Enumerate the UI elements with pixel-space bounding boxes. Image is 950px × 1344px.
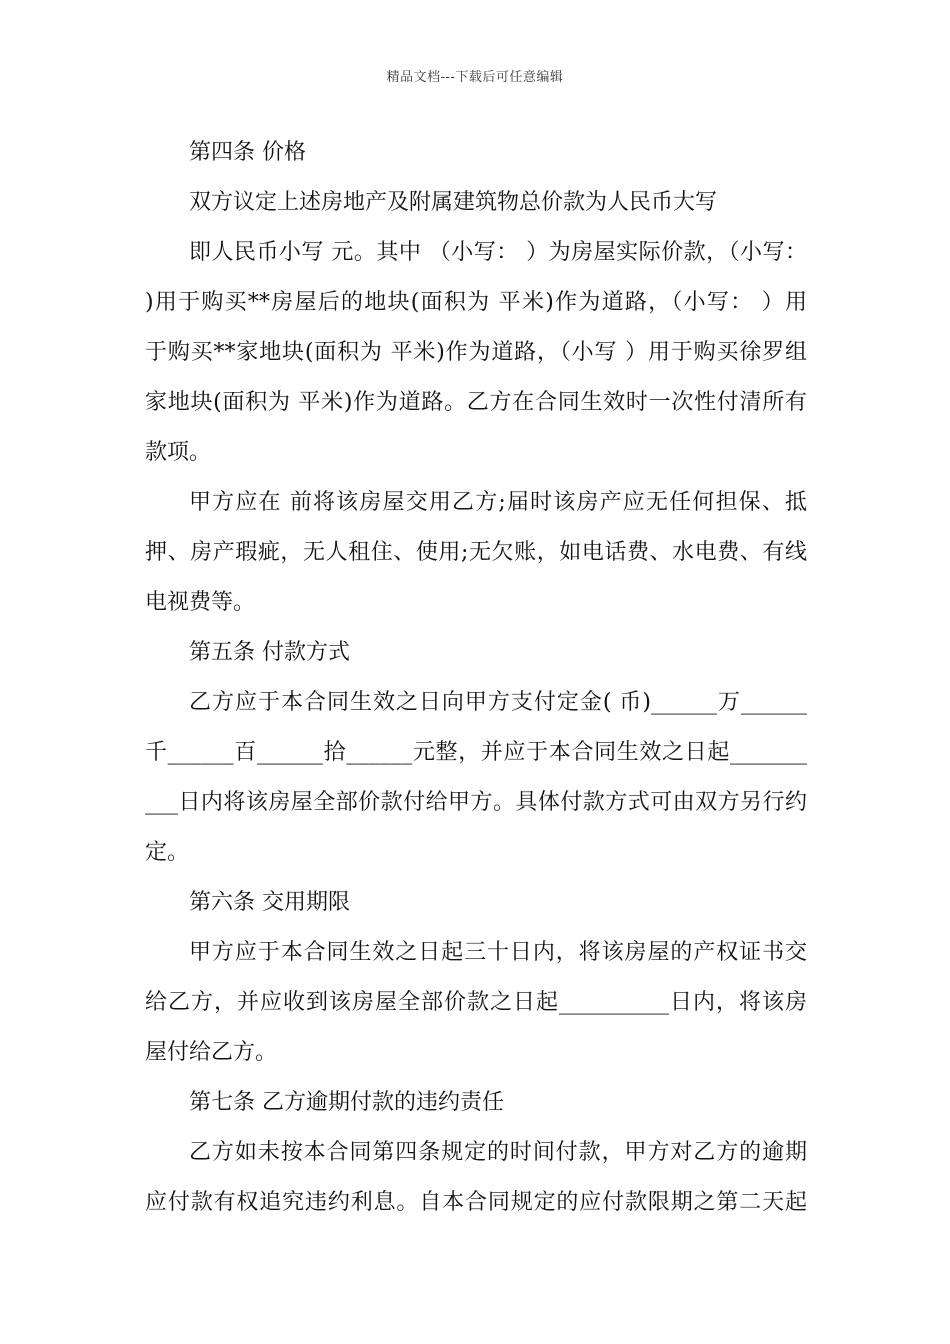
paragraph-line: 家地块(面积为 平米)作为道路。乙方在合同生效时一次性付清所有 — [145, 390, 807, 415]
paragraph-line: 即人民币小写 元。其中 （小写： ）为房屋实际价款，（小写： — [189, 240, 807, 265]
paragraph-line: 甲方应于本合同生效之日起三十日内，将该房屋的产权证书交 — [189, 940, 807, 965]
article-heading: 第六条 交用期限 — [189, 890, 350, 915]
article-heading: 第七条 乙方逾期付款的违约责任 — [189, 1090, 504, 1115]
paragraph-line: )用于购买**房屋后的地块(面积为 平米)作为道路，（小写： ）用 — [145, 290, 807, 315]
page-header: 精品文档---下载后可任意编辑 — [386, 70, 564, 85]
paragraph-line: 应付款有权追究违约利息。自本合同规定的应付款限期之第二天起 — [145, 1190, 807, 1215]
paragraph-line: 定。 — [145, 840, 190, 865]
document-body — [145, 128, 807, 1228]
paragraph-line: ___日内将该房屋全部价款付给甲方。具体付款方式可由双方另行约 — [145, 790, 807, 815]
paragraph-line: 款项。 — [145, 440, 212, 465]
paragraph-line: 屋付给乙方。 — [145, 1040, 278, 1065]
paragraph-line: 押、房产瑕疵，无人租住、使用;无欠账，如电话费、水电费、有线 — [145, 540, 807, 565]
paragraph-line: 于购买**家地块(面积为 平米)作为道路，（小写 ）用于购买徐罗组 — [145, 340, 807, 365]
paragraph-line: 乙方应于本合同生效之日向甲方支付定金( 币)______万______ — [189, 690, 807, 715]
paragraph-line: 电视费等。 — [145, 590, 256, 615]
paragraph-line: 双方议定上述房地产及附属建筑物总价款为人民币大写 — [189, 190, 718, 215]
paragraph-line: 千______百______拾______元整，并应于本合同生效之日起_______ — [145, 740, 807, 765]
article-heading: 第四条 价格 — [189, 140, 306, 165]
paragraph-line: 乙方如未按本合同第四条规定的时间付款，甲方对乙方的逾期 — [189, 1140, 807, 1165]
article-heading: 第五条 付款方式 — [189, 640, 350, 665]
paragraph-line: 给乙方，并应收到该房屋全部价款之日起__________日内，将该房 — [145, 990, 807, 1015]
paragraph-line: 甲方应在 前将该房屋交用乙方;届时该房产应无任何担保、抵 — [189, 490, 807, 515]
